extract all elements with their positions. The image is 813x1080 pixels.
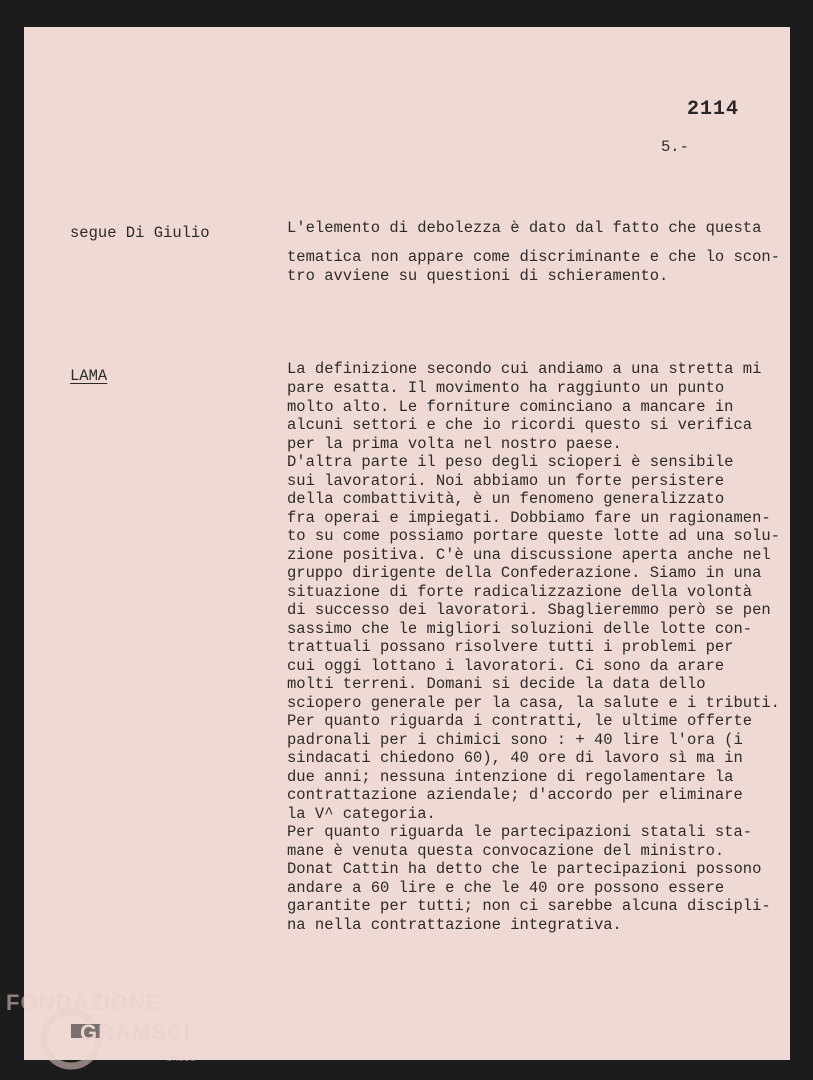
text-line: sassimo che le migliori soluzioni delle lotte con- — [287, 620, 753, 638]
text-line: tro avviene su questioni di schieramento. — [287, 267, 669, 285]
text-line: mane è venuta questa convocazione del ministro. — [287, 842, 725, 860]
text-line: sui lavoratori. Noi abbiamo un forte persistere — [287, 472, 725, 490]
fondazione-gramsci-watermark — [6, 990, 206, 1075]
text-line: garantite per tutti; non ci sarebbe alcuna discipli- — [287, 897, 771, 915]
document-number: 2114 — [687, 98, 740, 121]
text-line: alcuni settori e che io ricordi questo si verifica — [287, 416, 753, 434]
text-line: sindacati chiedono 60), 40 ore di lavoro sì ma in — [287, 749, 743, 767]
text-line: trattuali possano risolvere tutti i problemi per — [287, 638, 734, 656]
text-line: andare a 60 lire e che le 40 ore possono essere — [287, 879, 725, 897]
text-line: Per quanto riguarda i contratti, le ultime offerte — [287, 712, 753, 730]
text-line: cui oggi lottano i lavoratori. Ci sono da arare — [287, 657, 725, 675]
text-line: Per quanto riguarda le partecipazioni statali sta- — [287, 823, 753, 841]
text-line: situazione di forte radicalizzazione della volontà — [287, 583, 753, 601]
text-line: tematica non appare come discriminante e che lo scon- — [287, 248, 780, 266]
text-line: la V^ categoria. — [287, 805, 436, 823]
text-line: di successo dei lavoratori. Sbaglieremmo però se pen — [287, 601, 771, 619]
text-line: gruppo dirigente della Confederazione. Siamo in una — [287, 564, 762, 582]
text-line: zione positiva. C'è una discussione aperta anche nel — [287, 546, 771, 564]
speaker-label: segue Di Giulio — [70, 224, 210, 242]
text-line: molti terreni. Domani si decide la data dello — [287, 675, 706, 693]
text-line: due anni; nessuna intenzione di regolamentare la — [287, 768, 734, 786]
text-line: della combattività, è un fenomeno generalizzato — [287, 490, 725, 508]
speaker-label: LAMA — [70, 367, 108, 385]
text-line: na nella contrattazione integrativa. — [287, 916, 622, 934]
watermark-line-2: GRAMSCI — [80, 1020, 191, 1045]
text-line: sciopero generale per la casa, la salute e i tributi. — [287, 694, 780, 712]
text-line: padronali per i chimici sono : + 40 lire l'ora (i — [287, 731, 743, 749]
text-line: La definizione secondo cui andiamo a una stretta mi — [287, 360, 762, 378]
text-line: D'altra parte il peso degli scioperi è sensibile — [287, 453, 734, 471]
text-line: fra operai e impiegati. Dobbiamo fare un ragionamen- — [287, 509, 771, 527]
text-line: pare esatta. Il movimento ha raggiunto un punto — [287, 379, 725, 397]
page-number: 5.- — [661, 138, 689, 156]
text-line: L'elemento di debolezza è dato dal fatto che questa — [287, 219, 762, 237]
text-line: per la prima volta nel nostro paese. — [287, 435, 622, 453]
text-line: molto alto. Le forniture cominciano a mancare in — [287, 398, 734, 416]
watermark-line-3: ONLUS — [166, 1054, 197, 1063]
watermark-line-1: FONDAZIONE — [6, 990, 162, 1015]
text-line: Donat Cattin ha detto che le partecipazioni possono — [287, 860, 762, 878]
text-line: to su come possiamo portare queste lotte ad una solu- — [287, 527, 780, 545]
text-line: contrattazione aziendale; d'accordo per eliminare — [287, 786, 743, 804]
